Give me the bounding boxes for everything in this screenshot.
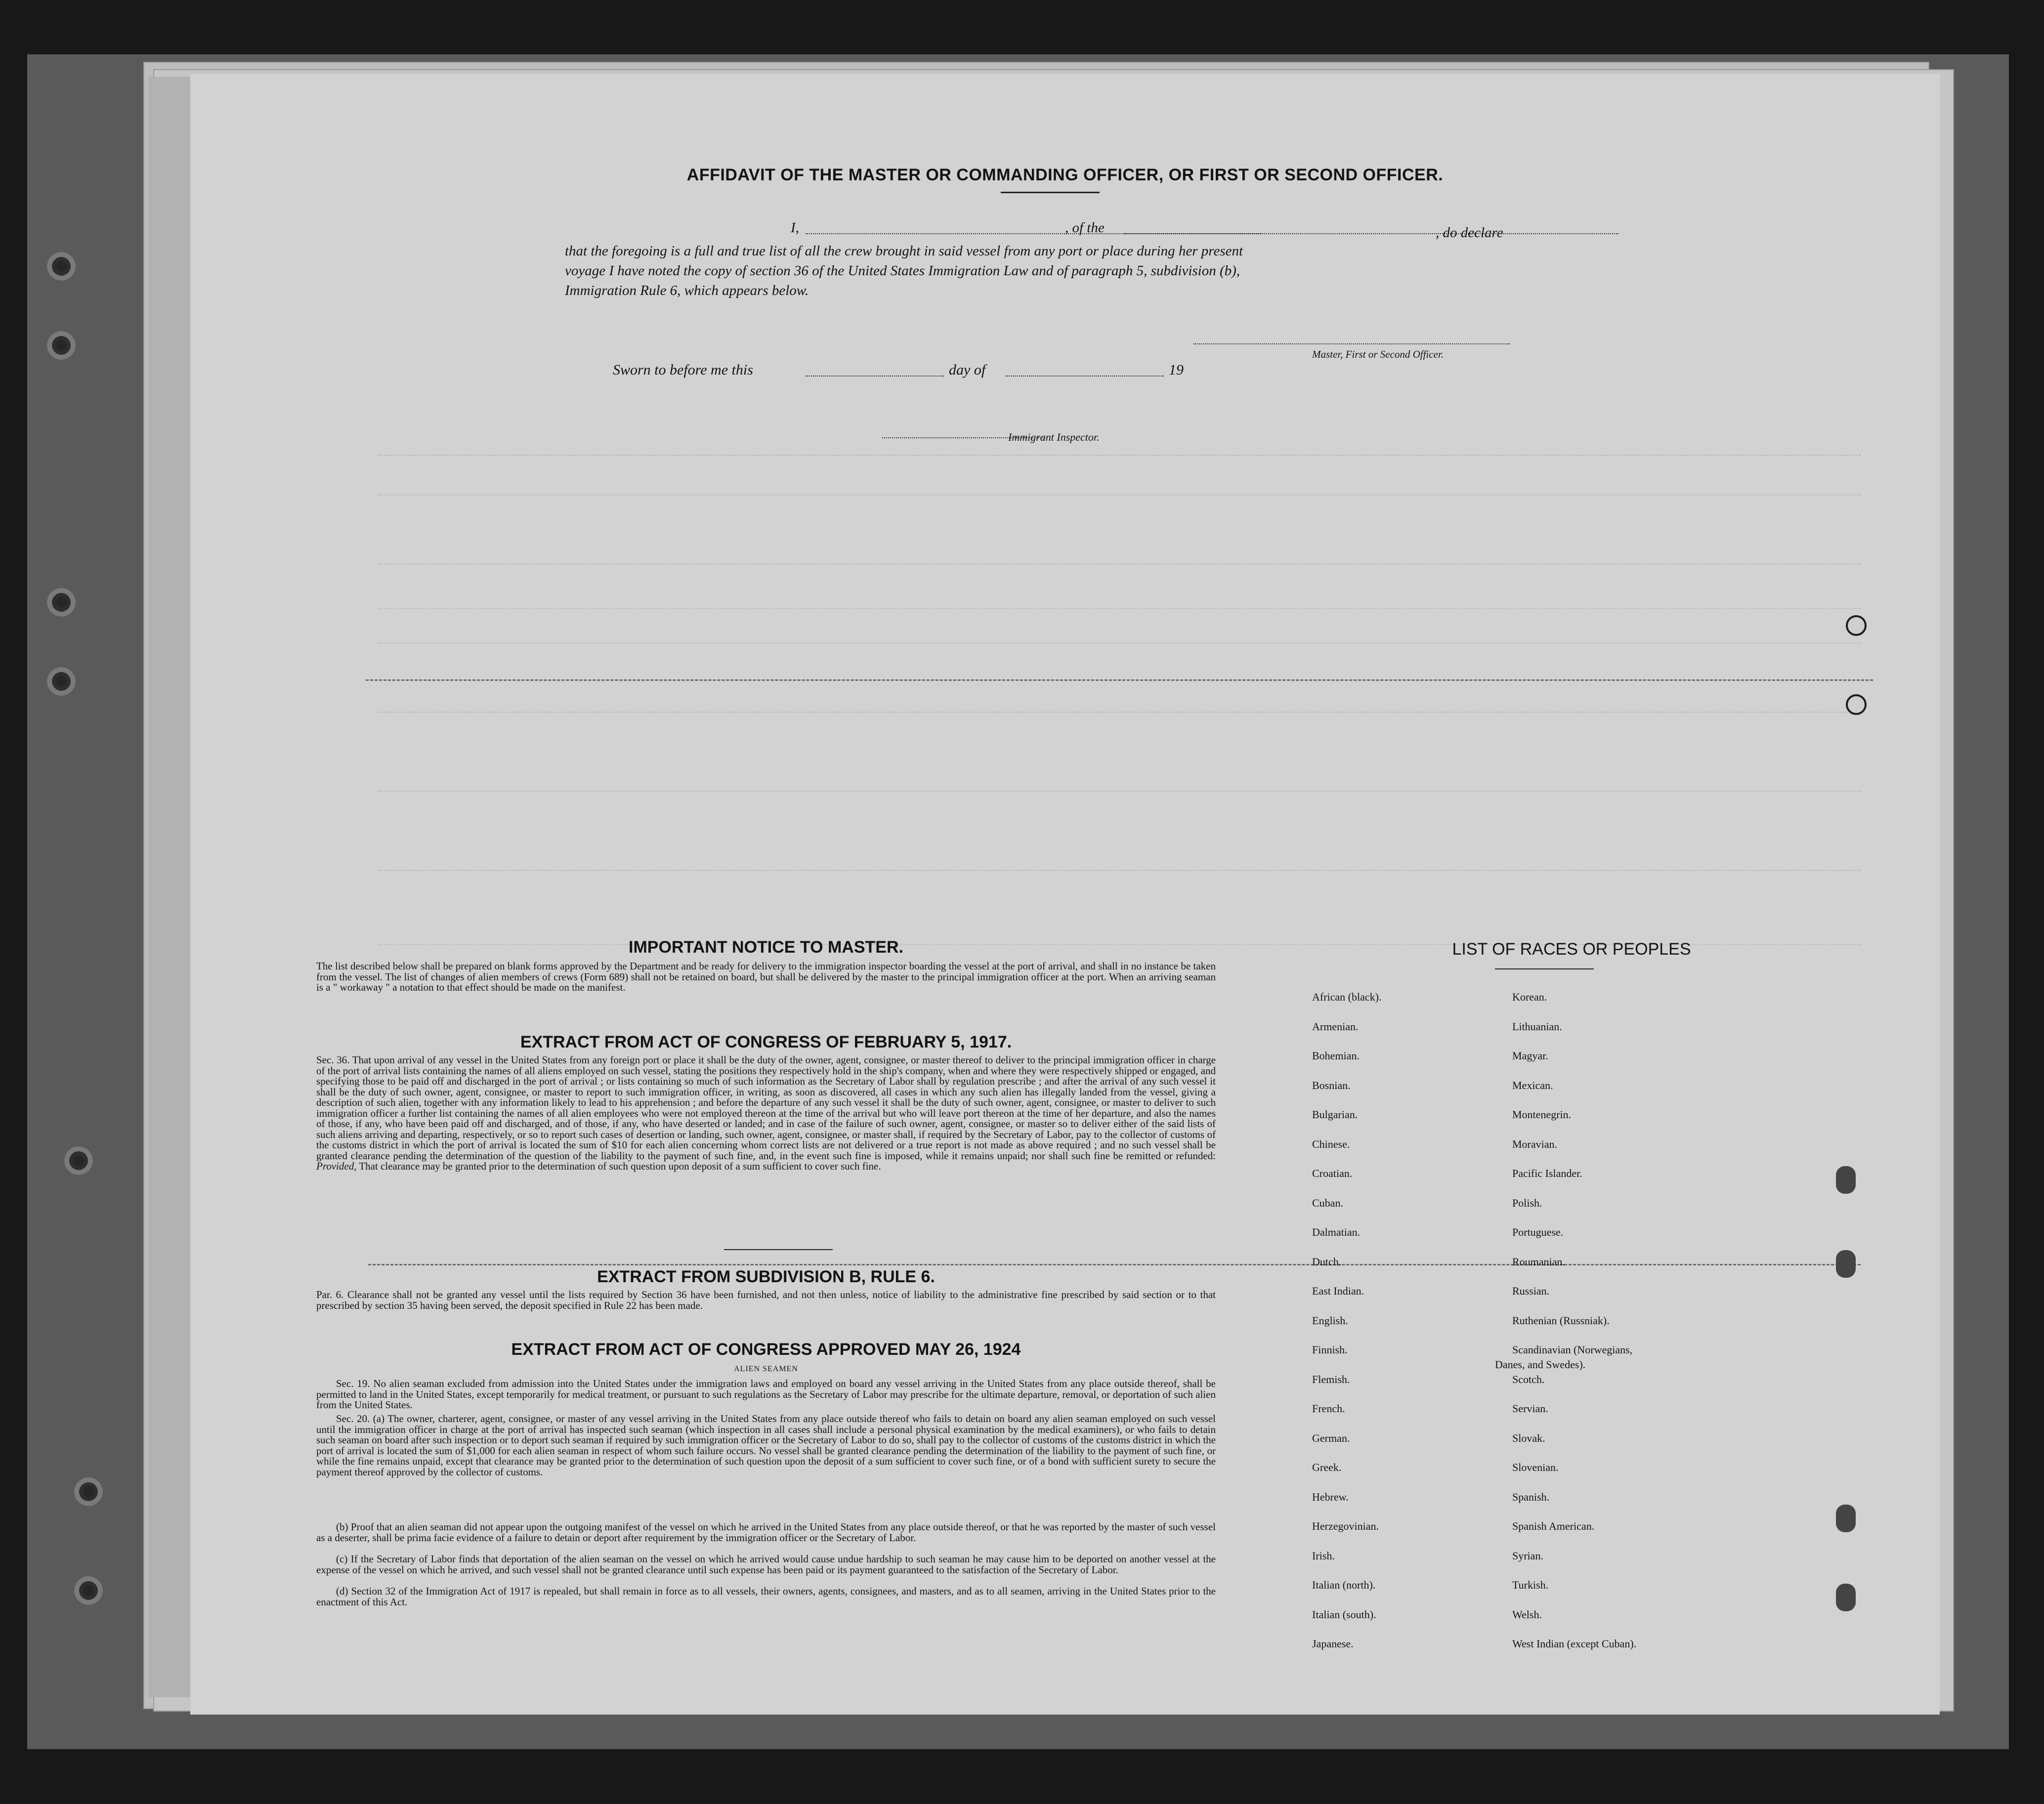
punch-ring	[1846, 615, 1867, 636]
bleed-through-row	[378, 455, 1861, 462]
binder-hole	[47, 331, 76, 360]
binder-hole	[74, 1477, 103, 1506]
race-item: Russian.	[1512, 1285, 1550, 1297]
race-item: African (black).	[1312, 991, 1382, 1003]
race-item: Lithuanian.	[1512, 1020, 1562, 1033]
race-item: Welsh.	[1512, 1608, 1542, 1621]
master-caption: Master, First or Second Officer.	[1312, 348, 1444, 360]
race-item: Magyar.	[1512, 1049, 1548, 1062]
extract-1917-text	[316, 1055, 1216, 1172]
page-edge-strip	[148, 77, 190, 1697]
vessel-blank[interactable]	[1124, 233, 1618, 234]
divider	[724, 1249, 833, 1250]
day-of-label: day of	[949, 362, 986, 378]
race-item: Finnish.	[1312, 1343, 1348, 1356]
proviso-text: That clearance may be granted prior to the determination of such question upon deposit of a sum sufficient to cover such fine.	[359, 1160, 881, 1172]
race-item: Armenian.	[1312, 1020, 1359, 1033]
bleed-through-row	[378, 642, 1861, 650]
race-item: Dutch.	[1312, 1255, 1342, 1268]
race-item: Spanish American.	[1512, 1520, 1595, 1532]
extract-1924-sec20c: (c) If the Secretary of Labor finds that deportation of the alien seaman on the vessel on which he arrived would cause undue hardship to such seaman he may cause him to be deported on another vessel at the expense of the vessel on which he arrived, and such vessel shall not be granted clearance until such expense has been paid or its payment guaranteed to the satisfaction of the Secretary of Labor.	[316, 1553, 1216, 1576]
race-item: Turkish.	[1512, 1579, 1549, 1591]
proviso-label: Provided,	[316, 1160, 357, 1172]
master-signature-blank[interactable]	[1193, 343, 1510, 344]
sec-36-text: That upon arrival of any vessel in the United States from any foreign port or place it shall be the duty of the owner, agent, consignee, or master thereof to deliver to the principal immigration officer in charge of the port of arrival lists containing the names of all aliens employed on such vessel, stating the positions they respectively hold in the ship's company, when and where they were respectively shipped or engaged, and specifying those to be paid off and discharged in the port of arrival ; or lists containing so much of such information as the Secretary of Labor shall by regulation prescribe ; and after the arrival of any such vessel it shall be the duty of such owner, agent, consignee, or master to report to such immigration officer, in writing, as soon as discovered, all cases in which any such alien has illegally landed from the vessel, giving a description of such alien, together with any information likely to lead to his apprehension ; and before the departure of any such vessel it shall be the duty of such owner, agent, consignee, or master to deliver to such immigration officer a further list containing the names of all alien employees who were not employed thereon at the time of the arrival but who will leave port thereon at the time of her departure, and also the names of those, if any, who have been paid off and discharged, and of those, if any, who have deserted or landed; and in case of the failure of such owner, agent, consignee, or master so to deliver either of the said lists of such aliens arriving and departing, respectively, or so to report such cases of desertion or landing, such owner, agent, consignee, or master shall, if required by the Secretary of Labor, pay to the collector of customs of the customs district in which the port of arrival is located the sum of $10 for each alien concerning whom correct lists are not delivered or a true report is not made as above required ; and no such vessel shall be granted clearance pending the determination of the question of the liability to the payment of such fine, and, in the event such fine is imposed, while it remains unpaid; nor shall such fine be remitted or refunded:	[316, 1054, 1216, 1162]
document-page	[190, 74, 1940, 1715]
affidavit-of-the: , of the	[1065, 220, 1105, 236]
extract-rule6-title: EXTRACT FROM SUBDIVISION B, RULE 6.	[597, 1267, 935, 1286]
race-item: Cuban.	[1312, 1196, 1343, 1209]
extract-1924-subtitle: ALIEN SEAMEN	[734, 1365, 798, 1373]
race-item: Greek.	[1312, 1461, 1342, 1473]
section-separator	[368, 1264, 1861, 1265]
page-tab	[1836, 1250, 1856, 1278]
race-item: Irish.	[1312, 1549, 1335, 1562]
race-item: Chinese.	[1312, 1137, 1350, 1150]
punch-ring	[1846, 694, 1867, 715]
race-item: Moravian.	[1512, 1137, 1558, 1150]
races-underline	[1495, 968, 1594, 969]
binder-hole	[47, 588, 76, 617]
race-item: German.	[1312, 1431, 1350, 1444]
race-item: Bohemian.	[1312, 1049, 1360, 1062]
extract-rule6-text: Par. 6. Clearance shall not be granted any vessel until the lists required by Section 36 have been furnished, and not then unless, notice of liability to the administrative fine prescribed by said section or to that prescribed by section 35 having been served, the deposit specified in Rule 22 has been made.	[316, 1289, 1216, 1311]
race-item: Italian (north).	[1312, 1579, 1376, 1591]
inspector-caption: Immigrant Inspector.	[1008, 431, 1100, 443]
race-item: Slovak.	[1512, 1431, 1545, 1444]
race-item: Korean.	[1512, 991, 1547, 1003]
title-underline	[1001, 192, 1100, 193]
affidavit-title: AFFIDAVIT OF THE MASTER OR COMMANDING OFFICER, OR FIRST OR SECOND OFFICER.	[686, 166, 1444, 184]
binder-hole	[47, 252, 76, 281]
race-item: Scandinavian (Norwegians,	[1512, 1343, 1633, 1356]
race-item: Polish.	[1512, 1196, 1542, 1209]
race-item: Roumanian.	[1512, 1255, 1565, 1268]
race-item: West Indian (except Cuban).	[1512, 1637, 1637, 1650]
page-tab	[1836, 1166, 1856, 1194]
binder-hole	[64, 1146, 93, 1175]
race-item: English.	[1312, 1314, 1348, 1327]
sec-36-label: Sec. 36.	[316, 1054, 350, 1066]
bleed-through-row	[378, 563, 1861, 571]
bleed-through-row	[378, 608, 1861, 615]
race-item: Montenegrin.	[1512, 1108, 1572, 1121]
affidavit-do-declare: , do declare	[1436, 225, 1503, 241]
notice-title: IMPORTANT NOTICE TO MASTER.	[629, 938, 903, 957]
bleed-through-row	[378, 791, 1861, 798]
race-item: Mexican.	[1512, 1079, 1553, 1091]
bleed-through-row	[378, 870, 1861, 877]
page-tab	[1836, 1584, 1856, 1611]
affidavit-line-2: voyage I have noted the copy of section 36 of the United States Immigration Law and of paragraph 5, subdivision (b),	[565, 263, 1240, 279]
race-item: Ruthenian (Russniak).	[1512, 1314, 1610, 1327]
race-item: East Indian.	[1312, 1285, 1364, 1297]
extract-1917-title: EXTRACT FROM ACT OF CONGRESS OF FEBRUARY 5, 1917.	[520, 1033, 1012, 1051]
sworn-label: Sworn to before me this	[613, 362, 753, 378]
race-item: Bosnian.	[1312, 1079, 1351, 1091]
race-item: Flemish.	[1312, 1373, 1350, 1385]
bleed-through-row	[378, 712, 1861, 719]
race-item: Italian (south).	[1312, 1608, 1376, 1621]
extract-1924-sec20a: Sec. 20. (a) The owner, charterer, agent, consignee, or master of any vessel arriving in the United States from any place outside thereof who fails to detain on board any alien seaman employed on such vessel until the immigration officer in charge at the port of arrival has inspected such seaman (which inspection in all cases shall include a personal physical examination by the medical examiners), or who fails to detain such seaman on board after such inspection or to deport such seaman if required by such immigration officer or the Secretary of Labor to do so, shall pay to the collector of customs of the customs district in which the port of arrival is located the sum of $1,000 for each alien seaman in respect of whom such failure occurs. No vessel shall be granted clearance pending the determination of the liability to the payment of such fine, or while the fine remains unpaid, except that clearance may be granted prior to the determination of such question upon the deposit of a sum sufficient to cover such fine, or of a bond with sufficient surety to secure the payment thereof approved by the collector of customs.	[316, 1413, 1216, 1478]
races-title: LIST OF RACES OR PEOPLES	[1452, 940, 1691, 959]
sworn-day-blank[interactable]	[806, 376, 944, 377]
binder-hole	[47, 667, 76, 696]
race-item: French.	[1312, 1402, 1345, 1415]
race-item: Slovenian.	[1512, 1461, 1559, 1473]
year-prefix: 19	[1169, 362, 1184, 378]
notice-text: The list described below shall be prepared on blank forms approved by the Department and be ready for delivery to the immigration inspector boarding the vessel at the port of arrival, and shall in no instance be taken from the vessel. The list of changes of alien members of crews (Form 689) shall not be retained on board, but shall be delivered by the master to the principal immigration officer at the port. When an arriving seaman is a " workaway " a notation to that effect should be made on the manifest.	[316, 960, 1216, 993]
extract-1924-sec20d: (d) Section 32 of the Immigration Act of 1917 is repealed, but shall remain in force as to all vessels, their owners, agents, consignees, and masters, and as to all seamen, arriving in the United States prior to the enactment of this Act.	[316, 1585, 1216, 1608]
bleed-through-row	[378, 494, 1861, 502]
race-item: Portuguese.	[1512, 1226, 1564, 1238]
sworn-month-blank[interactable]	[1006, 376, 1164, 377]
extract-1924-title: EXTRACT FROM ACT OF CONGRESS APPROVED MAY 26, 1924	[511, 1340, 1021, 1359]
race-item: Japanese.	[1312, 1637, 1354, 1650]
page-tab	[1836, 1505, 1856, 1532]
race-item: Servian.	[1512, 1402, 1548, 1415]
extract-1924-sec20b: (b) Proof that an alien seaman did not appear upon the outgoing manifest of the vessel on which he arrived in the United States from any place outside thereof, or that he was reported by the master of such vessel as a deserter, shall be prima facie evidence of a failure to detain or deport after requirement by the immigration officer or the Secretary of Labor.	[316, 1521, 1216, 1544]
section-separator	[366, 679, 1873, 681]
race-item: Pacific Islander.	[1512, 1167, 1582, 1179]
extract-1924-sec19: Sec. 19. No alien seaman excluded from admission into the United States under the immigration laws and employed on board any vessel arriving in the United States from any place outside thereof, shall be permitted to land in the United States, except temporarily for medical treatment, or pursuant to such regulations as the Secretary of Labor may prescribe for the ultimate departure, removal, or deportation of such alien from the United States.	[316, 1378, 1216, 1411]
affidavit-i-label: I,	[791, 220, 799, 236]
binder-hole	[74, 1576, 103, 1605]
affidavit-line-3: Immigration Rule 6, which appears below.	[565, 283, 809, 298]
affidavit-line-1: that the foregoing is a full and true list of all the crew brought in said vessel from any port or place during her present	[565, 243, 1243, 259]
race-item: Herzegovinian.	[1312, 1520, 1379, 1532]
race-item: Spanish.	[1512, 1490, 1550, 1503]
race-item: Croatian.	[1312, 1167, 1353, 1179]
race-item: Danes, and Swedes).	[1495, 1358, 1586, 1371]
race-item: Syrian.	[1512, 1549, 1543, 1562]
race-item: Hebrew.	[1312, 1490, 1349, 1503]
race-item: Bulgarian.	[1312, 1108, 1358, 1121]
race-item: Scotch.	[1512, 1373, 1545, 1385]
race-item: Dalmatian.	[1312, 1226, 1361, 1238]
